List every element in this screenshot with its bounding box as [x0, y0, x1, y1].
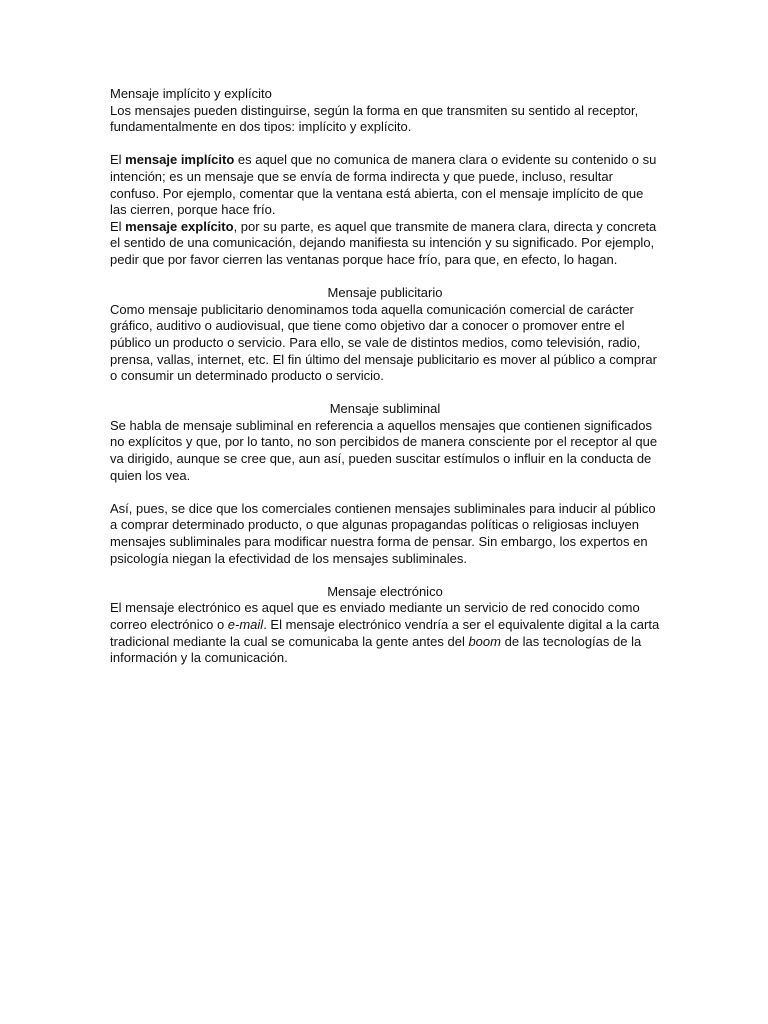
intro-paragraph: Los mensajes pueden distinguirse, según la forma en que transmiten su sentido al receptor, fundamentalmente en dos tipos: implícito y explícito.: [110, 102, 639, 135]
section-title-electronico: Mensaje electrónico: [327, 583, 443, 599]
subliminal-paragraph-2: Así, pues, se dice que los comerciales contienen mensajes subliminales para inducir al público a comprar determinado producto, o que algunas propagandas políticas o religiosas incluyen mensajes subliminales para modificar nuestra forma de pensar. Sin embargo, los expertos en psicología niegan la efectividad de los mensajes subliminales.: [110, 500, 656, 566]
email-term: e-mail: [227, 617, 264, 632]
subliminal-paragraph-1: Se habla de mensaje subliminal en referencia a aquellos mensajes que contienen significados no explícitos y que, por lo tanto, no son percibidos de manera consciente por el receptor al que va dirigido, aunque se cree que, aun así, pueden suscitar estímulos o influir en la conducta de quien los vea.: [110, 417, 658, 483]
text-run: El: [110, 218, 126, 234]
explicit-term: mensaje explícito: [125, 218, 234, 234]
spacer: [110, 385, 660, 402]
explicit-paragraph: [110, 219, 660, 269]
boom-term: boom: [468, 633, 501, 649]
implicit-paragraph: [110, 152, 660, 218]
implicit-term: mensaje implícito: [125, 152, 235, 168]
document-page: [110, 86, 660, 667]
section-title-implicit-explicit: Mensaje implícito y explícito: [110, 86, 272, 101]
text-run: . El mensaje electrónico vendría a ser el equivalente digital a la carta tradicional mediante la cual se comunicaba la gente antes del: [110, 617, 660, 649]
spacer: [110, 136, 660, 153]
text-run: El mensaje electrónico es aquel que es enviado mediante un servicio de red conocido como correo electrónico o: [110, 600, 640, 632]
section-title-subliminal: Mensaje subliminal: [329, 401, 441, 417]
text-run: , por su parte, es aquel que transmite de manera clara, directa y concreta el sentido de una comunicación, dejando manifiesta su intención y su significado. Por ejemplo, pedir que por favor cierren las ventanas porque hace frío, para que, en efecto, lo hagan.: [110, 218, 657, 267]
spacer: [110, 269, 660, 286]
spacer: [110, 484, 660, 501]
section-title-publicitario: Mensaje publicitario: [327, 285, 443, 301]
electronico-paragraph: [110, 600, 660, 666]
text-run: de las tecnologías de la información y la comunicación.: [110, 633, 642, 666]
publicitario-paragraph: Como mensaje publicitario denominamos toda aquella comunicación comercial de carácter gráfico, auditivo o audiovisual, que tiene como objetivo dar a conocer o promover entre el público un producto o servicio. Para ello, se vale de distintos medios, como televisión, radio, prensa, vallas, internet, etc. El fin último del mensaje publicitario es mover al público a comprar o consumir un determinado producto o servicio.: [110, 301, 657, 384]
text-run: El: [110, 152, 126, 168]
text-run: es aquel que no comunica de manera clara o evidente su contenido o su intención; es un mensaje que se envía de forma indirecta y que puede, incluso, resultar confuso. Por ejemplo, comentar que la ventana está abierta, con el mensaje implícito de que las cierren, porque hace frío.: [110, 152, 657, 218]
spacer: [110, 567, 660, 584]
